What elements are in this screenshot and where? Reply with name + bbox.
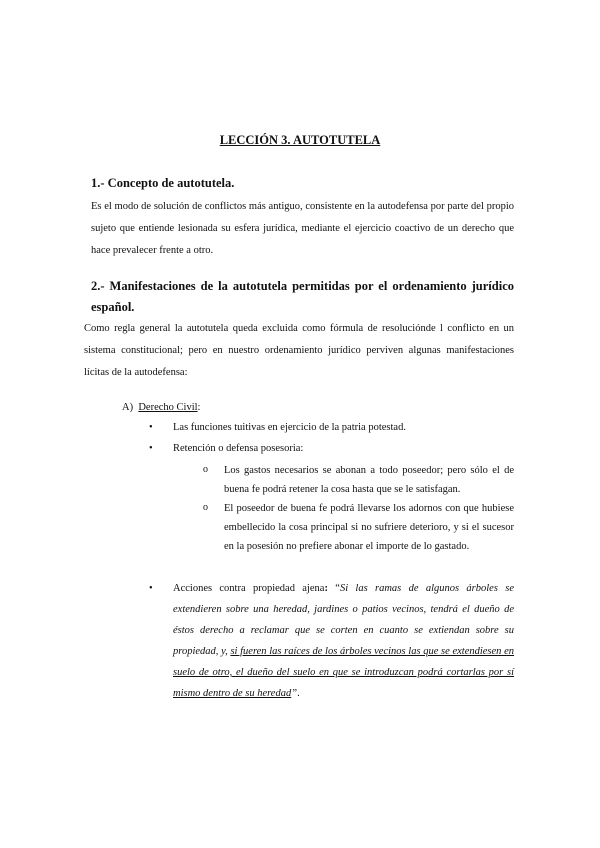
subsection-label: Derecho Civil <box>138 402 198 413</box>
quote-italic-text: Si las ramas de algunos árboles se extendieren sobre una heredad, jardines o patios vecinos, tendrá el dueño de éstos derecho a reclamar que se corten en cuanto se extiendan sobre su propiedad, y, <box>173 583 515 657</box>
sub-bullet-item: Los gastos necesarios se abonan a todo poseedor; pero sólo el de buena fe podrá retener la cosa hasta que se le satisfagan. <box>224 465 514 495</box>
bullet-icon: • <box>149 443 153 454</box>
subsection-derecho-civil <box>122 402 200 413</box>
quote-bullet-item <box>173 578 514 704</box>
section1-heading: 1.- Concepto de autotutela. <box>91 176 235 190</box>
quote-close: ” <box>291 688 298 699</box>
quote-colon: : <box>324 583 328 594</box>
quote-lead: Acciones contra propiedad ajena <box>173 583 325 594</box>
sub-bullet-item: El poseedor de buena fe podrá llevarse los adornos con que hubiese embellecido la cosa principal si no sufriere deterioro, y si el sucesor en la posesión no prefiere abonar el importe de lo gastado. <box>224 503 514 552</box>
section1-paragraph: Es el modo de solución de conflictos más antiguo, consistente en la autodefensa por parte del propio sujeto que entiende lesionada su esfera jurídica, mediante el ejercicio coactivo de un derecho que hace prevalecer frente a otro. <box>91 201 514 256</box>
sub-bullet-icon: o <box>203 502 208 513</box>
quote-end: . <box>297 688 300 699</box>
bullet-icon: • <box>149 422 153 433</box>
quote-underlined-text: si fueren las raíces de los árboles vecinos las que se extendiesen en suelo de otro, el dueño del suelo en que se introduzcan podrá cortarlas por sí mismo dentro de su heredad <box>173 646 515 699</box>
lesson-title: LECCIÓN 3. AUTOTUTELA <box>219 133 381 147</box>
bullet-item: Retención o defensa posesoria: <box>173 443 304 454</box>
section2-heading: 2.- Manifestaciones de la autotutela permitidas por el ordenamiento jurídico español. <box>91 279 514 314</box>
sub-bullet-icon: o <box>203 464 208 475</box>
subsection-colon: : <box>197 402 201 413</box>
section2-paragraph: Como regla general la autotutela queda excluida como fórmula de resoluciónde l conflicto en un sistema constitucional; pero en nuestro ordenamiento jurídico perviven algunas manifestaciones lícitas de la autodefensa: <box>84 323 514 378</box>
subsection-marker: A) <box>122 402 134 413</box>
bullet-item: Las funciones tuitivas en ejercicio de la patria potestad. <box>173 422 406 433</box>
bullet-icon: • <box>149 583 153 594</box>
quote-open: “ <box>327 583 340 594</box>
